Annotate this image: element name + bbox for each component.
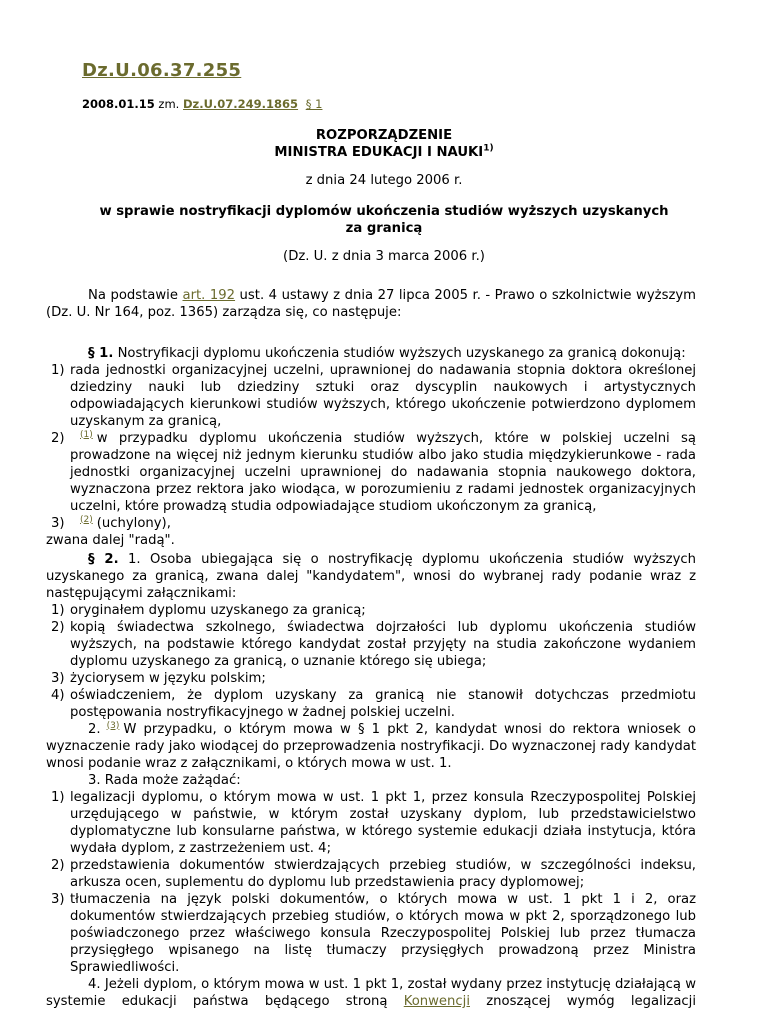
list-item: 3) życiorysem w języku polskim; xyxy=(51,671,266,686)
list-item: 1) oryginałem dyplomu uzyskanego za granicą; xyxy=(51,603,366,618)
title-line-2: MINISTRA EDUKACJI I NAUKI$^{1)}$ xyxy=(274,143,494,160)
section-2: § 2. 1. Osoba ubiegająca się o nostryfikację dyplomu ukończenia studiów wyższych uzyskanego za granicą, zwana dalej "kandydatem", wnosi do wybranej rady podanie wraz z następującymi załącznikami: 1) oryginałem dyplomu uzyskanego za granicą; 2) kopią świadectwa szkolnego, świadectwa dojrzałości lub dyplomu ukończenia studiów wyższych, na podstawie którego kandydat został przyjęty na studia zakończone wydaniem dyplomu uzyskanego za granicą, o uznanie którego się ubiega; 3) życiorysem w języku polskim; 4) oświadczeniem, że dyplom uzyskany za granicą nie stanowił dotychczas przedmiotu postępowania nostryfikacyjnego w żadnej polskiej uczelni. 2. $^{(3)}$ W przypadku, o którym mowa w § 1 pkt 2, kandydat wnosi do rektora wniosek o wyznaczenie rady jako wiodącej do przeprowadzenia nostryfikacji. Do wyznaczonej rady kandydat wnosi podanie wraz z załącznikami, o których mowa w ust. 1. 3. Rada może zażądać: 1) legalizacji dyplomu, o którym mowa w ust. 1 pkt 1, przez konsula Rzeczypospolitej Polskiej urzędującego w państwie, w którym został uzyskany dyplom, lub przedstawicielstwo dyplomatyczne lub konsularne państwa, w którego systemie edukacji działa instytucja, która wydała dyplom, z zastrzeżeniem ust. 4; 2) przedstawienia dokumentów stwierdzających przebieg studiów, w szczególności indeksu, arkusza ocen, suplementu do dyplomu lub przedstawienia pracy dyplomowej; 3) tłumaczenia na język polski dokumentów, o których mowa w ust. 1 pkt 1 i 2, oraz dokumentów stwierdzających przebieg studiów, o których mowa w pkt 2, sporządzonego lub poświadczonego przez właściwego konsula Rzeczypospolitej Polskiej lub przez tłumacza przysięgłego wpisanego na listę tłumaczy przysięgłych prowadzoną przez Ministra Sprawiedliwości. 4. Jeżeli dyplom, o którym mowa w ust. 1 pkt 1, został wydany przez instytucję działającą w systemie edukacji państwa będącego stroną Konwencji znoszącej wymóg legalizacji xyxy=(46,552,696,1009)
regulation-subject: w sprawie nostryfikacji dyplomów ukończenia studiów wyższych uzyskanych za granicą xyxy=(99,204,669,236)
list-item: 2) przedstawienia dokumentów stwierdzających przebieg studiów, w szczególności indeksu, arkusza ocen, suplementu do dyplomu lub przedstawienia pracy dyplomowej; xyxy=(51,858,696,890)
footnote-ref-1[interactable]: (1) xyxy=(80,429,93,440)
publication-info: (Dz. U. z dnia 3 marca 2006 r.) xyxy=(283,249,485,264)
regulation-date: z dnia 24 lutego 2006 r. xyxy=(305,173,463,188)
title-footnote-mark: 1) xyxy=(483,143,494,154)
list-item: 1) legalizacji dyplomu, o którym mowa w ust. 1 pkt 1, przez konsula Rzeczypospolitej Polskiej urzędującego w państwie, w którym został uzyskany dyplom, lub przedstawicielstwo dyplomatyczne lub konsularne państwa, w którego systemie edukacji działa instytucja, która wydała dyplom, z zastrzeżeniem ust. 4; xyxy=(51,790,696,856)
amendment-line xyxy=(82,96,322,113)
preamble: Na podstawie art. 192 ust. 4 ustawy z dnia 27 lipca 2005 r. - Prawo o szkolnictwie wyższym (Dz. U. Nr 164, poz. 1365) zarządza się, co następuje: xyxy=(46,288,697,320)
title-line-1: ROZPORZĄDZENIE xyxy=(315,128,453,143)
list-item: 2) $^{(1)}$ w przypadku dyplomu ukończenia studiów wyższych, które w polskiej uczelni są prowadzone na więcej niż jednym kierunku studiów albo jako studia międzykierunkowe - rada jednostki organizacyjnej uczelni uprawnionej do nadawania stopnia naukowego doktora, wyznaczona przez rektora jako wiodąca, w porozumieniu z radami jednostek organizacyjnych uczelni, które prowadzą studia odpowiadające studiom ukończonym za granicą, xyxy=(51,429,696,514)
list-item: 2) kopią świadectwa szkolnego, świadectwa dojrzałości lub dyplomu ukończenia studiów wyższych, na podstawie którego kandydat został przyjęty na studia zakończone wydaniem dyplomu uzyskanego za granicą, o uznanie którego się ubiega; xyxy=(51,620,696,669)
amendment-word: zm. xyxy=(158,97,180,111)
section-1: § 1. Nostryfikacji dyplomu ukończenia studiów wyższych uzyskanego za granicą dokonują: 1) rada jednostki organizacyjnej uczelni, uprawnionej do nadawania stopnia doktora określonej dziedziny nauki lub dziedziny sztuki oraz dyscyplin naukowych i artystycznych odpowiadających kierunkowi studiów wyższych, którego ukończenie potwierdzono dyplomem uzyskanym za granicą, 2) $^{(1)}$ w przypadku dyplomu ukończenia studiów wyższych, które w polskiej uczelni są prowadzone na więcej niż jednym kierunku studiów albo jako studia międzykierunkowe - rada jednostki organizacyjnej uczelni uprawnionej do nadawania stopnia naukowego doktora, wyznaczona przez rektora jako wiodąca, w porozumieniu z radami jednostek organizacyjnych uczelni, które prowadzą studia odpowiadające studiom ukończonym za granicą, 3) $^{(2)}$ (uchylony), zwana dalej "radą". xyxy=(46,346,696,548)
list-item: 3) $^{(2)}$ (uchylony), xyxy=(51,514,171,531)
amendment-date: 2008.01.15 xyxy=(82,97,155,111)
footnote-ref-3[interactable]: (3) xyxy=(106,720,120,731)
section-1-label: § 1. xyxy=(88,346,114,361)
section-2-label: § 2. xyxy=(88,552,119,567)
art-192-link[interactable]: art. 192 xyxy=(182,288,236,303)
konwencji-link[interactable]: Konwencji xyxy=(403,994,470,1009)
section-1-closing: zwana dalej "radą". xyxy=(46,533,175,548)
list-item: 1) rada jednostki organizacyjnej uczelni, uprawnionej do nadawania stopnia doktora określonej dziedziny nauki lub dziedziny sztuki oraz dyscyplin naukowych i artystycznych odpowiadających kierunkowi studiów wyższych, którego ukończenie potwierdzono dyplomem uzyskanym za granicą, xyxy=(51,363,696,429)
footnote-ref-2[interactable]: (2) xyxy=(80,514,93,525)
amendment-doc-link[interactable]: Dz.U.07.249.1865 xyxy=(182,97,299,111)
list-item: 3) tłumaczenia na język polski dokumentów, o których mowa w ust. 1 pkt 1 i 2, oraz dokumentów stwierdzających przebieg studiów, o których mowa w pkt 2, sporządzonego lub poświadczonego przez właściwego konsula Rzeczypospolitej Polskiej lub przez tłumacza przysięgłego wpisanego na listę tłumaczy przysięgłych prowadzoną przez Ministra Sprawiedliwości. xyxy=(51,892,696,975)
list-item: 4) oświadczeniem, że dyplom uzyskany za granicą nie stanowił dotychczas przedmiotu postępowania nostryfikacyjnego w żadnej polskiej uczelni. xyxy=(51,688,696,720)
amendment-paragraph-link[interactable]: § 1 xyxy=(305,97,323,111)
regulation-title xyxy=(60,127,708,161)
document-id-link[interactable]: Dz.U.06.37.255 xyxy=(82,60,242,81)
